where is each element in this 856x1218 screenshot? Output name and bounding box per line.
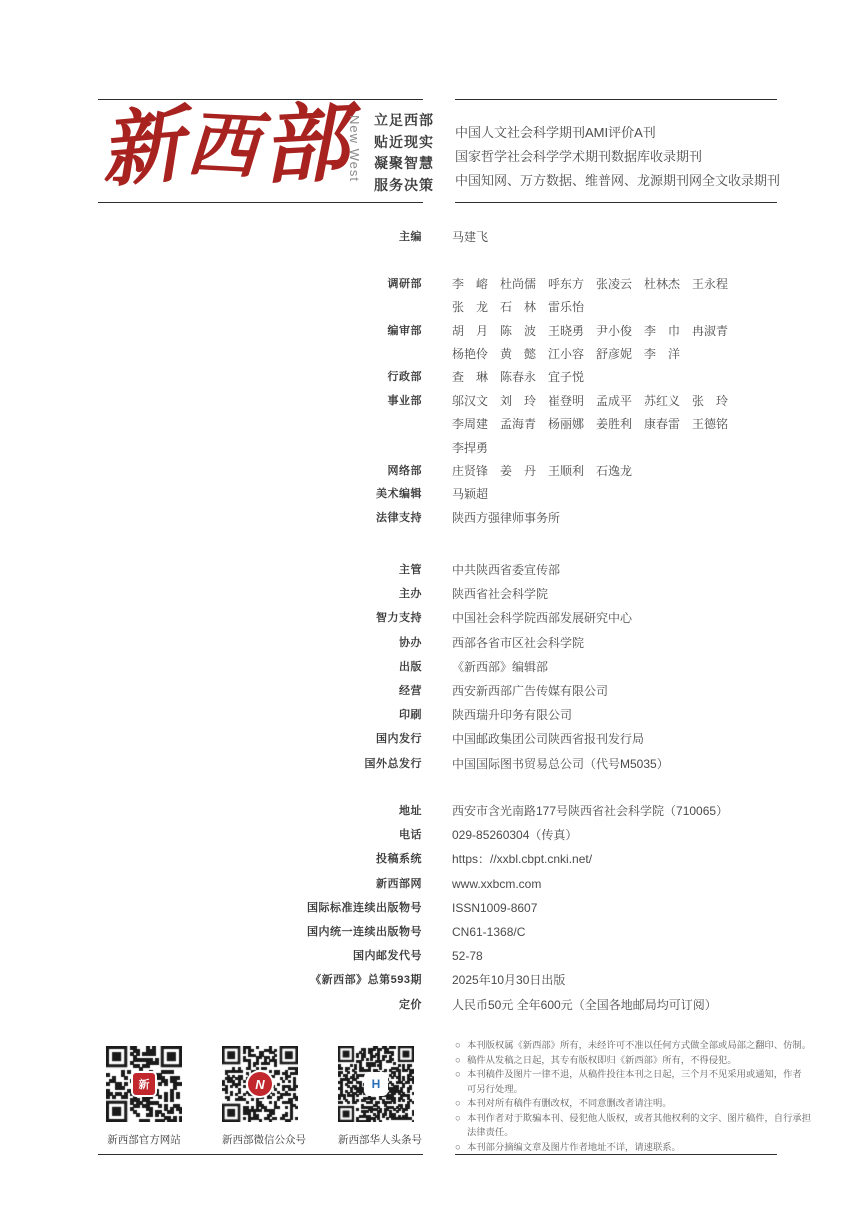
circle-bullet-icon: ○	[455, 1141, 461, 1152]
new-west-red-circle-logo: N	[248, 1072, 272, 1096]
slogan-line: 贴近现实	[374, 133, 434, 150]
circle-bullet-icon: ○	[455, 1040, 461, 1050]
masthead-row	[98, 507, 798, 530]
masthead-row	[98, 606, 798, 630]
footer-right-rule	[455, 1154, 777, 1155]
staff-section	[98, 226, 798, 530]
logo-char: 西	[183, 100, 261, 189]
logo-char: 部	[259, 91, 351, 198]
row-label: 国外总发行	[364, 757, 422, 770]
magazine-logo	[96, 91, 351, 200]
row-label: 国内统一连续出版物号	[307, 926, 422, 939]
row-label: 《新西部》总第593期	[310, 974, 422, 987]
masthead-row	[98, 679, 798, 703]
row-label: 编审部	[387, 324, 422, 337]
logo-char: 新	[96, 96, 187, 200]
notice-item: ○ 本刊版权属《新西部》所有，未经许可不准以任何方式做全部或局部之翻印、仿制。	[455, 1038, 777, 1053]
footer-left-rule	[98, 1154, 423, 1155]
huaren-toutiao-blue-logo: H	[366, 1074, 386, 1094]
row-value: https：//xxbl.cbpt.cnki.net/	[452, 852, 593, 867]
masthead-row	[98, 226, 798, 249]
circle-bullet-icon: ○	[455, 1098, 461, 1108]
row-label: 主办	[399, 588, 422, 601]
row-label: 国内发行	[376, 733, 422, 746]
row-value: 西安新西部广告传媒有限公司	[452, 684, 609, 699]
slogan-line: 立足西部	[374, 112, 434, 128]
masthead-row	[98, 273, 798, 320]
row-value: 邬汉文 刘 玲 崔登明 孟成平 苏红义 张 玲 李周建 孟海青 杨丽娜 姜胜利 康春雷 王德铭 李捍勇	[452, 393, 729, 455]
row-label: 主编	[399, 231, 422, 243]
slogan-line: 服务决策	[374, 176, 434, 193]
row-value: 查 琳 陈春永 宜子悦	[452, 370, 585, 385]
masthead-row	[98, 752, 798, 776]
row-label: 投稿系统	[376, 853, 422, 866]
notice-item: ○ 本刊部分摘编文章及图片作者地址不详，请速联系。	[455, 1140, 777, 1155]
masthead-row	[98, 823, 798, 847]
qr-caption: 新西部官方网站	[107, 1134, 181, 1146]
masthead-row	[98, 558, 798, 582]
masthead-row	[98, 655, 798, 679]
circle-bullet-icon: ○	[455, 1069, 461, 1079]
masthead-row	[98, 460, 798, 483]
row-value: 2025年10月30日出版	[452, 973, 566, 988]
row-label: 美术编辑	[376, 488, 422, 501]
row-label: 印刷	[399, 709, 422, 722]
organization-section	[98, 558, 798, 776]
row-value: 中国社会科学院西部发展研究中心	[452, 611, 633, 626]
masthead-row	[98, 366, 798, 389]
row-label: 事业部	[387, 394, 422, 407]
row-value: 《新西部》编辑部	[452, 659, 549, 674]
row-label: 电话	[399, 829, 422, 842]
row-value: 西部各省市区社会科学院	[452, 635, 585, 650]
row-value: 陕西省社会科学院	[452, 587, 549, 602]
masthead-row	[98, 631, 798, 655]
row-value: CN61-1368/C	[452, 925, 526, 940]
row-value: 中国邮政集团公司陕西省报刊发行局	[452, 732, 645, 747]
masthead-row	[98, 320, 798, 367]
masthead-row	[98, 872, 798, 896]
circle-bullet-icon: ○	[455, 1054, 461, 1065]
masthead-row	[98, 896, 798, 920]
row-label: 调研部	[387, 277, 422, 290]
row-value: 庄贤锋 姜 丹 王顺利 石逸龙	[452, 464, 633, 479]
masthead-row	[98, 483, 798, 506]
row-value: 西安市含光南路177号陕西省社会科学院（710065）	[452, 804, 729, 818]
row-label: 主管	[399, 564, 422, 576]
row-label: 经营	[399, 685, 422, 698]
qr-item	[338, 1046, 422, 1147]
top-right-rule	[455, 99, 777, 100]
row-value: 陕西瑞升印务有限公司	[452, 708, 573, 723]
notice-item: ○ 本刊对所有稿件有删改权，不同意删改者请注明。	[455, 1096, 777, 1111]
row-label: 法律支持	[376, 511, 422, 524]
copyright-notices	[455, 1038, 811, 1154]
notice-item: ○ 稿件从发稿之日起，其专有版权即归《新西部》所有，不得侵犯。	[455, 1053, 777, 1068]
row-value: 52-78	[452, 949, 483, 964]
row-value: 李 嵱 杜尚儒 呼东方 张凌云 杜林杰 王永程 张 龙 石 林 雷乐怡	[452, 276, 729, 315]
qr-item	[106, 1046, 182, 1147]
masthead-row	[98, 944, 798, 968]
row-value: 马颖超	[452, 487, 489, 502]
masthead-row	[98, 582, 798, 606]
accolade-line: 国家哲学社会科学学术期刊数据库收录期刊	[455, 149, 703, 164]
circle-bullet-icon: ○	[455, 1112, 461, 1123]
row-label: 出版	[399, 660, 422, 673]
contact-publication-section	[98, 799, 798, 1017]
accolade-line: 中国人文社会科学期刊AMI评价A刊	[455, 125, 656, 140]
masthead-row	[98, 390, 798, 460]
masthead-row	[98, 968, 798, 992]
row-label: 协办	[399, 636, 422, 649]
journal-accolades	[455, 121, 780, 193]
row-value: 马建飞	[452, 230, 489, 244]
notice-item: ○ 本刊稿件及图片一律不退，从稿件投往本刊之日起，三个月不见采用或通知，作者 可另行处理。	[455, 1069, 802, 1094]
masthead-row	[98, 920, 798, 944]
new-west-red-square-logo: 新	[133, 1073, 155, 1095]
row-value: 人民币50元 全年600元（全国各地邮局均可订阅）	[452, 997, 717, 1012]
accolade-line: 中国知网、万方数据、维普网、龙源期刊网全文收录期刊	[455, 173, 781, 188]
row-label: 行政部	[387, 371, 422, 384]
row-value: 陕西方强律师事务所	[452, 510, 561, 525]
brand-slogans	[374, 110, 434, 196]
row-value: 029-85260304（传真）	[452, 828, 578, 843]
qr-item	[222, 1046, 306, 1147]
slogan-line: 凝聚智慧	[374, 155, 434, 171]
masthead-row	[98, 993, 798, 1017]
row-label: 智力支持	[376, 612, 422, 625]
logo-english-name: New West	[347, 115, 362, 182]
masthead-row	[98, 847, 798, 871]
row-value: 中共陕西省委宣传部	[452, 563, 561, 577]
accolades-bottom-rule	[455, 202, 777, 203]
row-label: 国际标准连续出版物号	[307, 901, 422, 914]
masthead-row	[98, 703, 798, 727]
row-label: 定价	[399, 998, 422, 1011]
row-value: ISSN1009-8607	[452, 900, 538, 915]
qr-caption: 新西部华人头条号	[338, 1134, 422, 1146]
row-label: 网络部	[387, 465, 422, 478]
row-value: 中国国际图书贸易总公司（代号M5035）	[452, 756, 669, 771]
qr-caption: 新西部微信公众号	[222, 1134, 306, 1146]
row-value: 胡 月 陈 波 王晓勇 尹小俊 李 巾 冉淑青 杨艳伶 黄 懿 江小容 舒彦妮 李 洋	[452, 323, 729, 362]
row-label: 地址	[399, 805, 422, 817]
row-value: www.xxbcm.com	[452, 876, 542, 891]
notice-item: ○ 本刊作者对于欺骗本刊、侵犯他人版权，或者其他权利的文字、图片稿件，自行承担 法律责任。	[455, 1112, 811, 1137]
masthead-row	[98, 727, 798, 751]
logo-bottom-rule	[98, 202, 423, 203]
masthead-row	[98, 799, 798, 823]
row-label: 新西部网	[376, 877, 422, 890]
row-label: 国内邮发代号	[353, 950, 422, 963]
